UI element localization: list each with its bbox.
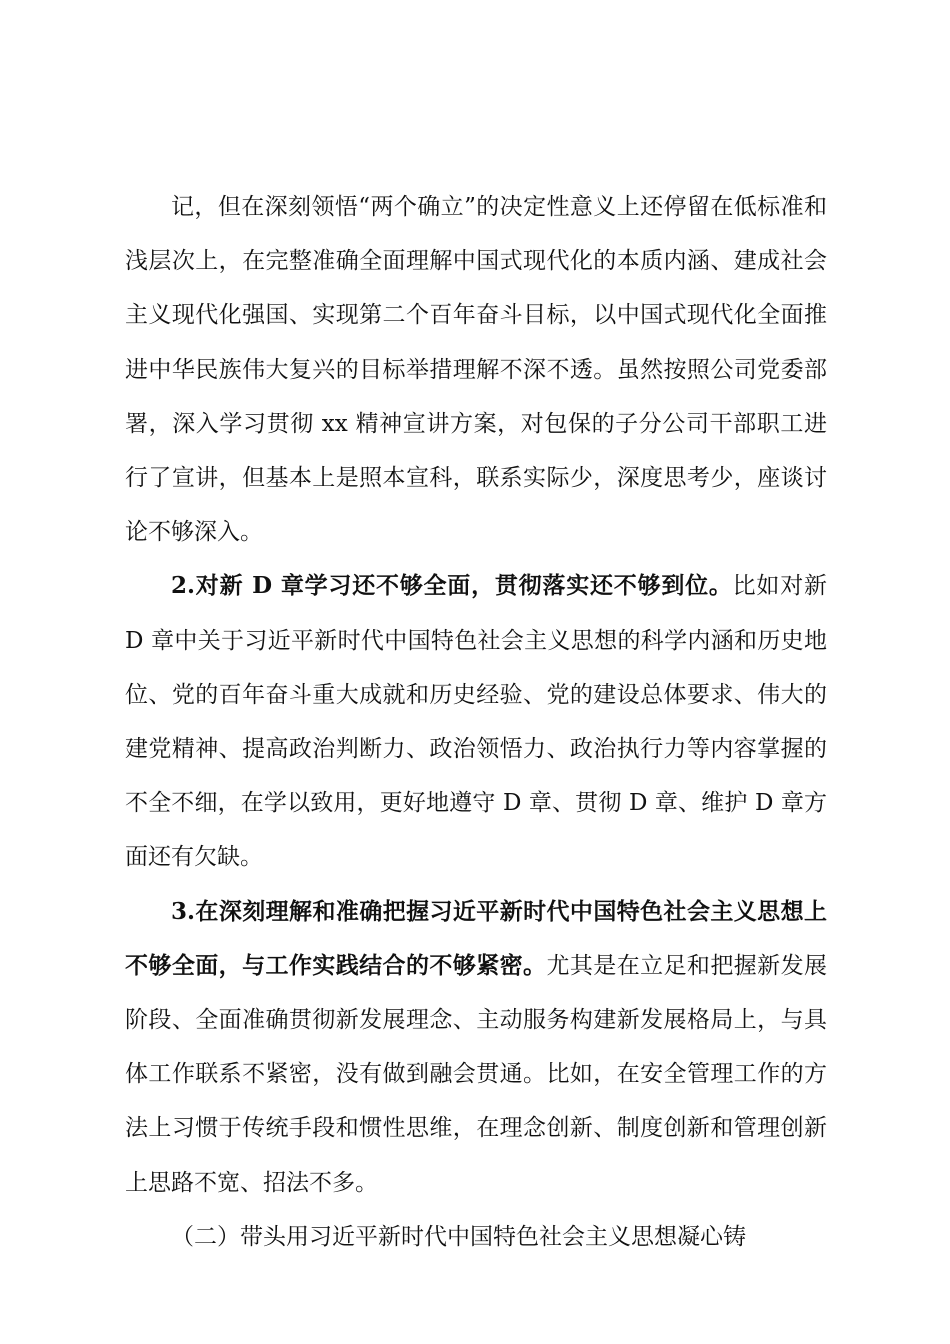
paragraph-text: 尤其是在立足和把握新发展阶段、全面准确贯彻新发展理念、主动服务构建新发展格局上，与具体工作联系不紧密，没有做到融会贯通。比如，在安全管理工作的方法上习惯于传统手段和惯性思维，在理念创新、制度创新和管理创新上思路不宽、招法不多。 bbox=[125, 952, 828, 1196]
section-heading bbox=[125, 1210, 827, 1264]
section-heading-text: （二）带头用习近平新时代中国特色社会主义思想凝心铸 bbox=[171, 1223, 746, 1250]
paragraph-continuation bbox=[125, 180, 827, 559]
paragraph-item-2 bbox=[125, 559, 827, 884]
document-body bbox=[125, 180, 827, 1264]
paragraph-item-3 bbox=[125, 885, 827, 1210]
paragraph-bold-lead: 2.对新 D 章学习还不够全面，贯彻落实还不够到位。 bbox=[171, 572, 733, 600]
paragraph-text: 记，但在深刻领悟“两个确立”的决定性意义上还停留在低标准和浅层次上，在完整准确全面理解中国式现代化的本质内涵、建成社会主义现代化强国、实现第二个百年奋斗目标，以中国式现代化全面推进中华民族伟大复兴的目标举措理解不深不透。虽然按照公司党委部署，深入学习贯彻 xx 精神宣讲方案，对包保的子分公司干部职工进行了宣讲，但基本上是照本宣科，联系实际少，深度思考少，座谈讨论不够深入。 bbox=[125, 194, 827, 546]
paragraph-text: 比如对新 D 章中关于习近平新时代中国特色社会主义思想的科学内涵和历史地位、党的百年奋斗重大成就和历史经验、党的建设总体要求、伟大的建党精神、提高政治判断力、政治领悟力、政治执行力等内容掌握的不全不细，在学以致用，更好地遵守 D 章、贯彻 D 章、维护 D 章方面还有欠缺。 bbox=[125, 573, 827, 871]
paragraph-bold-lead: 3.在深刻理解和准确把握习近平新时代中国特色社会主义思想上不够全面，与工作实践结合的不够紧密。 bbox=[125, 897, 827, 979]
